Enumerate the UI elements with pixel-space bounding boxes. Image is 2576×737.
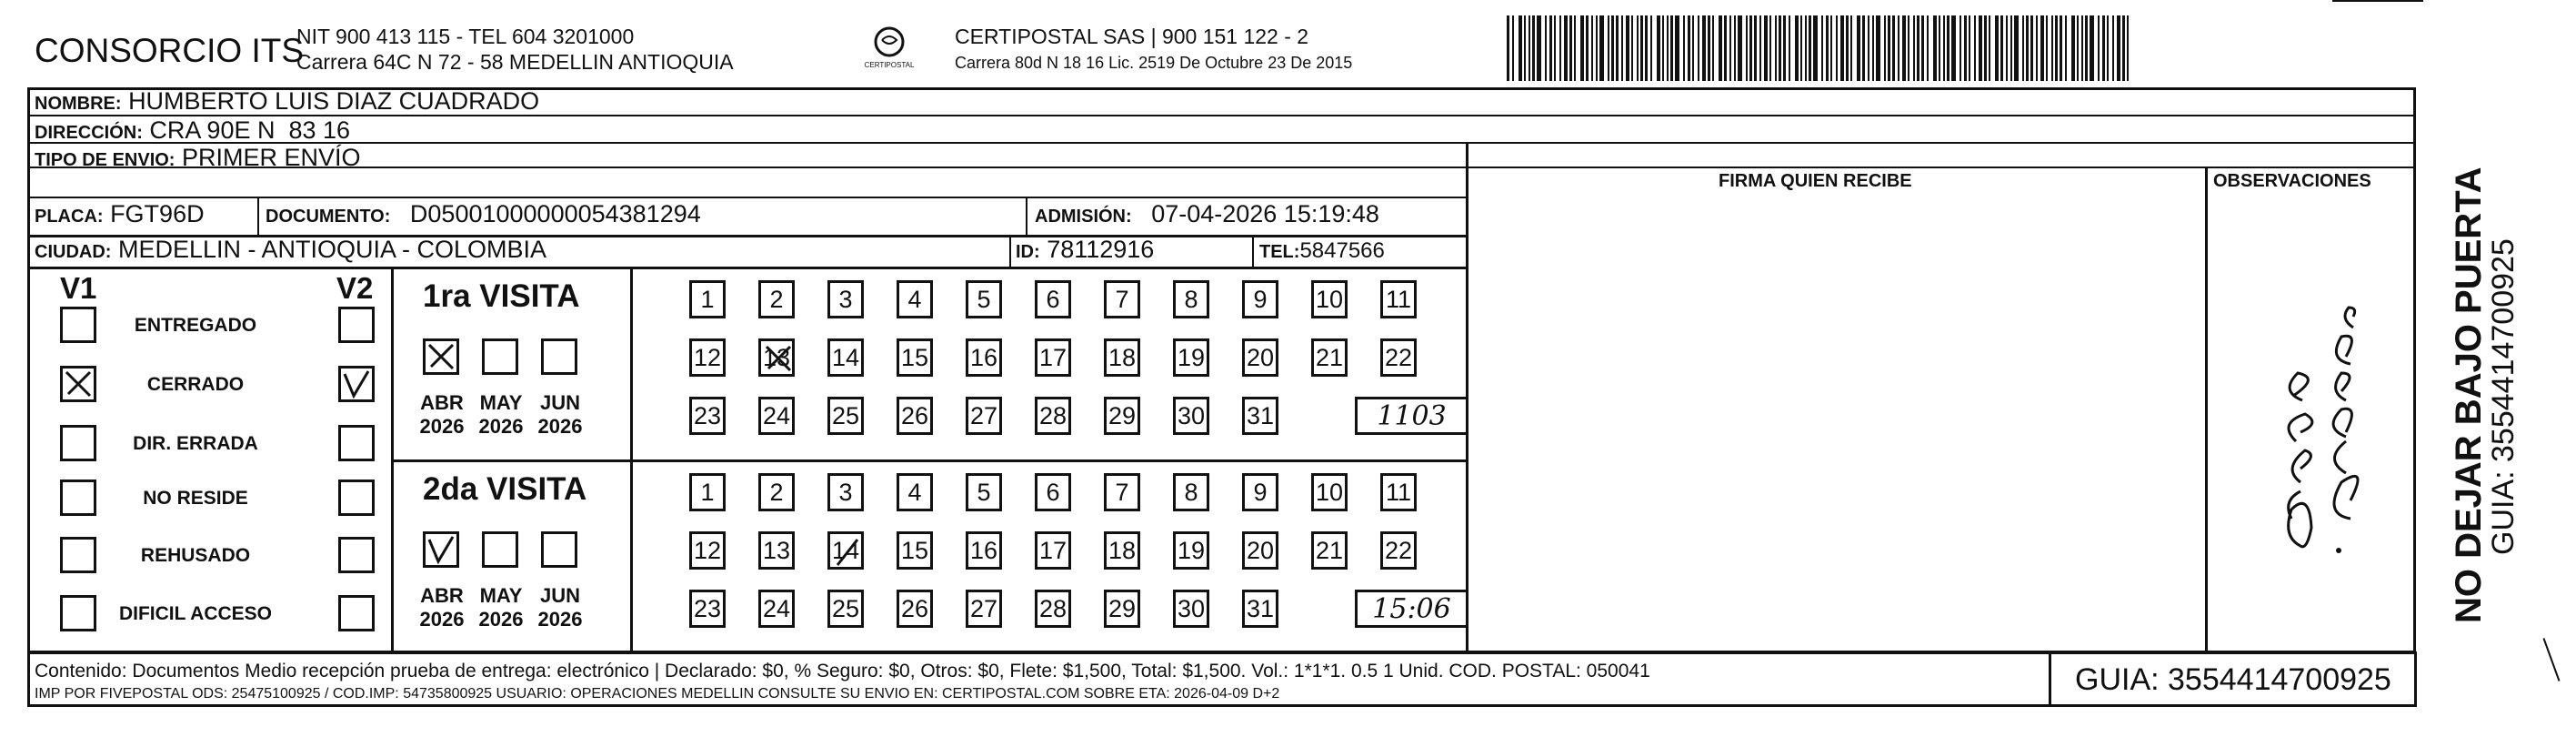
visit-title: 2da VISITA: [423, 471, 587, 507]
visit-day-box[interactable]: [1035, 590, 1071, 628]
visit-month-checkbox[interactable]: [423, 531, 459, 568]
visit-day-box[interactable]: [1242, 531, 1278, 570]
visit-day-number: 3: [838, 478, 853, 506]
certipostal-logo: [862, 22, 917, 76]
nombre-label: NOMBRE:: [35, 94, 122, 114]
visit-day-number: 12: [693, 536, 722, 564]
observation-handwriting: [2237, 246, 2382, 591]
visit-day-box[interactable]: [897, 397, 933, 435]
footer-line1: Contenido: Documentos Medio recepción prueba de entrega: electrónico | Declarado: $0, % Seguro: $0, Otros: $0, Flete: $1,500, Total: $1,500. Vol.: 1*1*1. 0.5 1 Unid. COD. POSTAL: 050041: [35, 661, 1650, 681]
visit-day-number: 5: [977, 285, 991, 313]
visit-day-box[interactable]: [689, 590, 726, 628]
visit-day-number: 8: [1184, 478, 1198, 506]
visit-day-box[interactable]: [966, 397, 1002, 435]
visit-day-box[interactable]: [758, 338, 795, 377]
visit-day-number: 10: [1315, 478, 1344, 506]
admision-row: [1035, 202, 1379, 227]
visit-title: 1ra VISITA: [423, 278, 580, 314]
admision-label: ADMISIÓN:: [1035, 207, 1132, 227]
direccion-value: CRA 90E N 83 16: [149, 116, 351, 144]
visit-day-number: 15: [900, 343, 929, 371]
visit-day-number: 7: [1115, 478, 1129, 506]
visit-day-number: 29: [1108, 401, 1137, 429]
ciudad-value: MEDELLIN - ANTIOQUIA - COLOMBIA: [117, 236, 547, 263]
visit-time: 1103: [1355, 397, 1468, 435]
visit-day-number: 23: [693, 594, 722, 622]
visit-day-number: 9: [1253, 478, 1268, 506]
visit-day-box[interactable]: [1104, 531, 1140, 570]
admision-value: 07-04-2026 15:19:48: [1151, 200, 1379, 227]
nombre-value: HUMBERTO LUIS DIAZ CUADRADO: [128, 87, 540, 115]
visit-day-box[interactable]: [758, 397, 795, 435]
visit-day-number: 4: [907, 478, 922, 506]
visit-day-number: 21: [1315, 343, 1344, 371]
visit-day-box[interactable]: [827, 473, 864, 511]
ciudad-row: [35, 237, 546, 262]
visit-month-year: 2026: [537, 415, 583, 439]
visit-month-label: MAY: [479, 584, 523, 607]
visit-day-number: 9: [1253, 285, 1268, 313]
header: [0, 0, 2576, 91]
visit-month-checkbox[interactable]: [482, 531, 518, 568]
visit-day-number: 22: [1384, 343, 1413, 371]
placa-row: [35, 202, 205, 227]
visit-day-number: 13: [762, 343, 791, 371]
visit-day-box[interactable]: [1380, 338, 1417, 377]
visit-month: [416, 391, 468, 439]
visit-day-box[interactable]: [827, 531, 864, 570]
visit-month-label: JUN: [539, 391, 580, 414]
status-label: NO RESIDE: [143, 488, 248, 509]
visit-day-box[interactable]: [689, 473, 726, 511]
visit-day-number: 26: [900, 594, 929, 622]
visit-day-box[interactable]: [1242, 280, 1278, 318]
tel-value: 5847566: [1299, 238, 1385, 263]
visit-day-box[interactable]: [1173, 531, 1209, 570]
v1-header: V1: [60, 271, 97, 305]
visit-day-number: 20: [1246, 536, 1275, 564]
visit-month-label: MAY: [479, 391, 523, 414]
visit-day-box[interactable]: [1035, 473, 1071, 511]
footer-guia: GUIA: 3554414700925: [2075, 662, 2391, 697]
direccion-row: [35, 118, 350, 143]
visit-day-box[interactable]: [758, 473, 795, 511]
visit-day-number: 12: [693, 343, 722, 371]
visit-day-number: 27: [969, 594, 998, 622]
visit-day-box[interactable]: [1035, 531, 1071, 570]
carrier-address: Carrera 80d N 18 16 Lic. 2519 De Octubre 23 De 2015: [955, 54, 1353, 72]
visit-day-box[interactable]: [966, 531, 1002, 570]
visit-day-box[interactable]: [1104, 280, 1140, 318]
visit-day-box[interactable]: [827, 397, 864, 435]
visit-day-number: 1: [700, 285, 715, 313]
visit-month-year: 2026: [537, 608, 583, 631]
visit-month-label: ABR: [420, 584, 464, 607]
visit-month-year: 2026: [419, 608, 465, 631]
visit-day-number: 2: [769, 285, 784, 313]
visit-day-box[interactable]: [758, 531, 795, 570]
visit-time: 15:06: [1355, 590, 1468, 628]
direccion-label: DIRECCIÓN:: [35, 123, 143, 143]
visit-day-box[interactable]: [966, 590, 1002, 628]
visit-day-number: 30: [1177, 594, 1206, 622]
visit-day-number: 18: [1108, 343, 1137, 371]
visit-month-label: ABR: [420, 391, 464, 414]
visit-day-box[interactable]: [1311, 473, 1348, 511]
visit-month: [475, 584, 527, 632]
documento-value: D05001000000054381294: [409, 200, 701, 227]
visit-day-box[interactable]: [1035, 280, 1071, 318]
status-label: ENTREGADO: [134, 315, 257, 336]
visit-day-box[interactable]: [897, 280, 933, 318]
visit-day-box[interactable]: [966, 338, 1002, 377]
id-value: 78112916: [1047, 236, 1155, 263]
visit-day-box[interactable]: [897, 531, 933, 570]
visit-day-box[interactable]: [1104, 473, 1140, 511]
visit-day-box[interactable]: [1380, 531, 1417, 570]
visit-day-box[interactable]: [1242, 473, 1278, 511]
visit-day-box[interactable]: [1242, 397, 1278, 435]
visit-day-box[interactable]: [1380, 280, 1417, 318]
visit-day-box[interactable]: [689, 397, 726, 435]
visit-day-number: 6: [1046, 478, 1060, 506]
visit-day-number: 29: [1108, 594, 1137, 622]
visit-day-box[interactable]: [827, 590, 864, 628]
placa-value: FGT96D: [110, 200, 205, 227]
visit-day-box[interactable]: [1104, 338, 1140, 377]
status-label: REHUSADO: [140, 545, 251, 566]
visit-day-number: 5: [977, 478, 991, 506]
visit-month-checkbox[interactable]: [482, 338, 518, 375]
visit-day-box[interactable]: [1242, 338, 1278, 377]
visit-day-number: 11: [1385, 478, 1412, 506]
visit-day-number: 21: [1315, 536, 1344, 564]
visit-day-number: 14: [831, 536, 860, 564]
visit-day-number: 28: [1038, 594, 1067, 622]
visit-day-box[interactable]: [966, 280, 1002, 318]
v2-header: V2: [336, 271, 374, 305]
nombre-row: [35, 89, 539, 114]
visit-month: [475, 391, 527, 439]
visit-day-box[interactable]: [1311, 531, 1348, 570]
visit-day-box[interactable]: [689, 280, 726, 318]
visit-day-mark: [832, 536, 863, 573]
visit-day-box[interactable]: [689, 338, 726, 377]
visit-month: [534, 584, 586, 632]
visit-day-number: 30: [1177, 401, 1206, 429]
visit-day-number: 14: [831, 343, 860, 371]
visit-month-year: 2026: [478, 608, 524, 631]
visit-day-number: 22: [1384, 536, 1413, 564]
visit-day-box[interactable]: [827, 280, 864, 318]
status-label: CERRADO: [146, 374, 245, 395]
visit-day-number: 6: [1046, 285, 1060, 313]
visit-day-number: 31: [1246, 594, 1275, 622]
visit-month-label: JUN: [539, 584, 580, 607]
placa-label: PLACA:: [35, 207, 104, 227]
visit-day-number: 24: [762, 401, 791, 429]
visit-day-box[interactable]: [1173, 280, 1209, 318]
visit-day-number: 11: [1385, 285, 1412, 313]
logo-caption: CERTIPOSTAL: [864, 61, 915, 69]
visit-day-box[interactable]: [1242, 590, 1278, 628]
status-label: DIFICIL ACCESO: [118, 603, 272, 624]
visit-day-box[interactable]: [1173, 473, 1209, 511]
visit-day-number: 26: [900, 401, 929, 429]
visit-day-number: 24: [762, 594, 791, 622]
visit-day-box[interactable]: [1035, 338, 1071, 377]
visit-day-number: 1: [700, 478, 715, 506]
documento-row: [266, 202, 701, 227]
barcode: [1505, 15, 2141, 81]
visit-day-number: 31: [1246, 401, 1275, 429]
form-frame: [27, 87, 2416, 653]
visit-day-box[interactable]: [1173, 397, 1209, 435]
visit-day-box[interactable]: [1380, 473, 1417, 511]
visit-month: [416, 584, 468, 632]
visit-day-number: 25: [831, 401, 860, 429]
visit-day-box[interactable]: [1173, 338, 1209, 377]
visit-day-number: 27: [969, 401, 998, 429]
tipo-label: TIPO DE ENVIO:: [35, 150, 175, 170]
visit-day-number: 23: [693, 401, 722, 429]
tel-label: TEL:: [1259, 242, 1300, 262]
company-nit: NIT 900 413 115 - TEL 604 3201000: [296, 25, 635, 48]
visit-month-checkbox[interactable]: [423, 338, 459, 375]
visit-day-box[interactable]: [897, 590, 933, 628]
visit-day-number: 8: [1184, 285, 1198, 313]
visit-day-box[interactable]: [758, 590, 795, 628]
firma-label: FIRMA QUIEN RECIBE: [1719, 171, 1912, 191]
visit-day-box[interactable]: [1104, 590, 1140, 628]
observaciones-label: OBSERVACIONES: [2213, 171, 2371, 191]
visit-day-box[interactable]: [1173, 590, 1209, 628]
visit-month: [534, 391, 586, 439]
visit-day-number: 20: [1246, 343, 1275, 371]
visit-day-number: 2: [769, 478, 784, 506]
visit-day-number: 3: [838, 285, 853, 313]
visit-day-number: 13: [762, 536, 791, 564]
visit-day-number: 19: [1177, 536, 1206, 564]
visit-month-checkbox[interactable]: [541, 338, 577, 375]
visit-day-number: 16: [969, 343, 998, 371]
visit-month-year: 2026: [419, 415, 465, 439]
visit-day-box[interactable]: [1311, 280, 1348, 318]
visit-day-number: 16: [969, 536, 998, 564]
visit-month-checkbox[interactable]: [541, 531, 577, 568]
visit-day-number: 10: [1315, 285, 1344, 313]
visit-day-box[interactable]: [1311, 338, 1348, 377]
visit-day-box[interactable]: [897, 473, 933, 511]
side-warning: NO DEJAR BAJO PUERTA: [2449, 167, 2489, 623]
visit-day-number: 15: [900, 536, 929, 564]
visit-day-box[interactable]: [1104, 397, 1140, 435]
documento-label: DOCUMENTO:: [266, 207, 391, 227]
visit-day-number: 4: [907, 285, 922, 313]
visit-day-number: 18: [1108, 536, 1137, 564]
status-label: DIR. ERRADA: [133, 433, 258, 454]
visit-day-box[interactable]: [689, 531, 726, 570]
visit-day-box[interactable]: [1035, 397, 1071, 435]
tel-row: [1259, 240, 1385, 262]
visit-day-number: 25: [831, 594, 860, 622]
visit-day-number: 28: [1038, 401, 1067, 429]
visit-month-year: 2026: [478, 415, 524, 439]
company-address: Carrera 64C N 72 - 58 MEDELLIN ANTIOQUIA: [296, 50, 734, 74]
visit-day-number: 17: [1038, 536, 1067, 564]
visit-day-number: 7: [1115, 285, 1129, 313]
footer-line2: IMP POR FIVEPOSTAL ODS: 25475100925 / COD.IMP: 54735800925 USUARIO: OPERACIONES MEDELLIN CONSULTE SU ENVIO EN: CERTIPOSTAL.COM SOBRE ETA: 2026-04-09 D+2: [35, 686, 1280, 702]
carrier-name: CERTIPOSTAL SAS | 900 151 122 - 2: [955, 25, 1309, 48]
visit-day-number: 17: [1038, 343, 1067, 371]
visit-day-box[interactable]: [827, 338, 864, 377]
tipo-value: PRIMER ENVÍO: [181, 144, 361, 171]
side-guia: GUIA: 3554414700925: [2486, 238, 2521, 555]
ciudad-label: CIUDAD:: [35, 242, 112, 262]
id-label: ID:: [1016, 242, 1040, 262]
visit-day-mark: [763, 343, 794, 380]
visit-day-box[interactable]: [758, 280, 795, 318]
visit-day-box[interactable]: [966, 473, 1002, 511]
tipo-row: [35, 146, 361, 170]
visit-day-number: 19: [1177, 343, 1206, 371]
id-row: [1016, 237, 1154, 262]
visit-day-box[interactable]: [897, 338, 933, 377]
company-name: CONSORCIO ITS: [35, 32, 305, 69]
